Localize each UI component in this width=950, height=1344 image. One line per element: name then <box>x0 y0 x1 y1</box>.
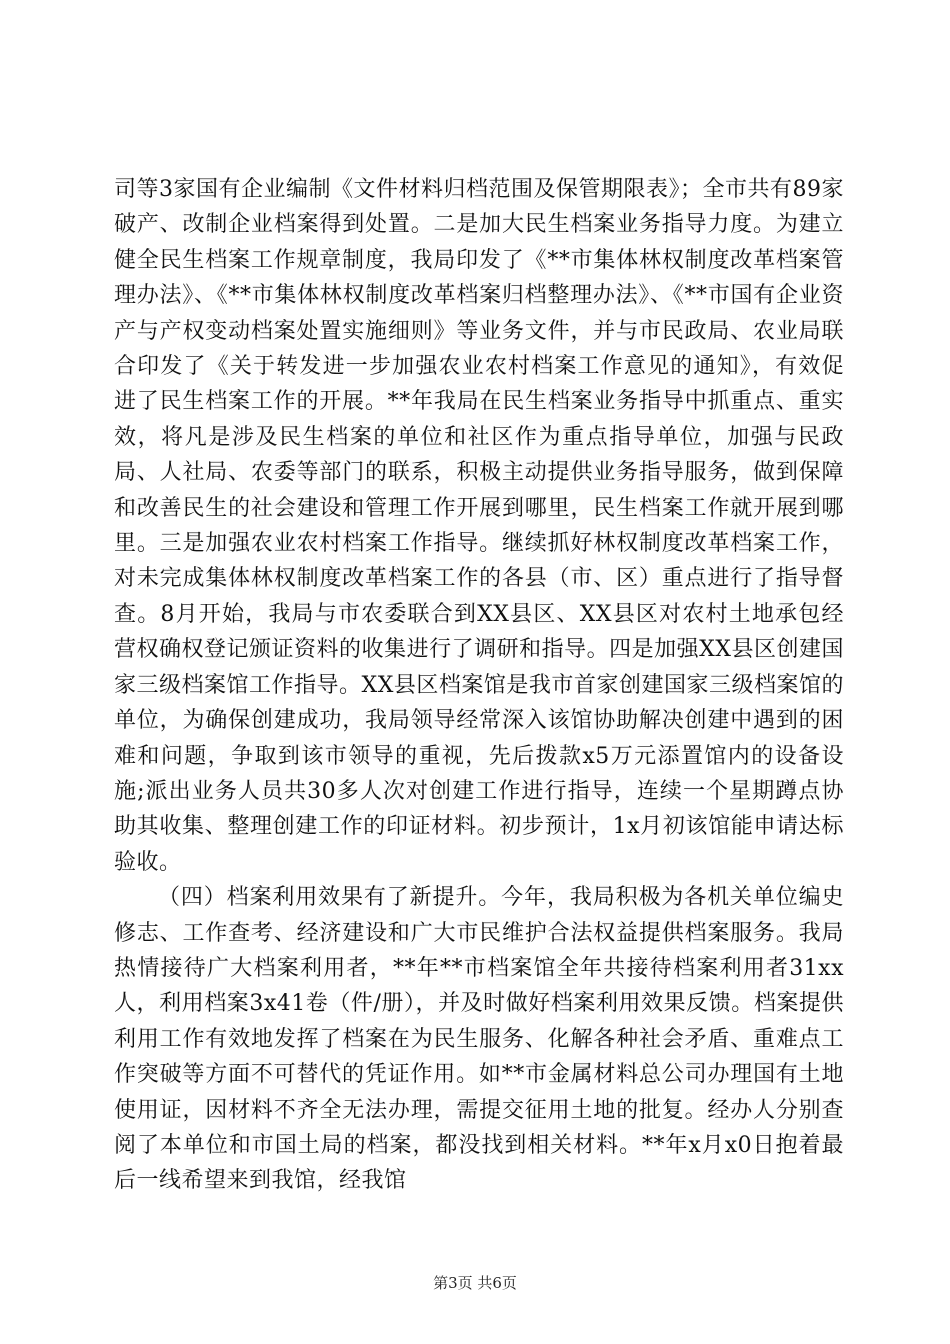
page-number: 第3页 共6页 <box>433 1274 517 1292</box>
paragraph-1: 司等3家国有企业编制《文件材料归档范围及保管期限表》；全市共有89家破产、改制企业档案得到处置。二是加大民生档案业务指导力度。为建立健全民生档案工作规章制度，我局印发了《**市集体林权制度改革档案管理办法》、《**市集体林权制度改革档案归档整理办法》、《**市国有企业资产与产权变动档案处置实施细则》等业务文件，并与市民政局、农业局联合印发了《关于转发进一步加强农业农村档案工作意见的通知》，有效促进了民生档案工作的开展。**年我局在民生档案业务指导中抓重点、重实效，将凡是涉及民生档案的单位和社区作为重点指导单位，加强与民政局、人社局、农委等部门的联系，积极主动提供业务指导服务，做到保障和改善民生的社会建设和管理工作开展到哪里，民生档案工作就开展到哪里。三是加强农业农村档案工作指导。继续抓好林权制度改革档案工作，对未完成集体林权制度改革档案工作的各县（市、区）重点进行了指导督查。8月开始，我局与市农委联合到XX县区、XX县区对农村土地承包经营权确权登记颁证资料的收集进行了调研和指导。四是加强XX县区创建国家三级档案馆工作指导。XX县区档案馆是我市首家创建国家三级档案馆的单位，为确保创建成功，我局领导经常深入该馆协助解决创建中遇到的困难和问题，争取到该市领导的重视，先后拨款x5万元添置馆内的设备设施;派出业务人员共30多人次对创建工作进行指导，连续一个星期蹲点协助其收集、整理创建工作的印证材料。初步预计，1x月初该馆能申请达标验收。 <box>114 177 844 875</box>
paragraph-2: （四）档案利用效果有了新提升。今年，我局积极为各机关单位编史修志、工作查考、经济建设和广大市民维护合法权益提供档案服务。我局热情接待广大档案利用者，**年**市档案馆全年共接待档案利用者31xx人，利用档案3x41卷（件/册），并及时做好档案利用效果反馈。档案提供利用工作有效地发挥了档案在为民生服务、化解各种社会矛盾、重难点工作突破等方面不可替代的凭证作用。如**市金属材料总公司办理国有土地使用证，因材料不齐全无法办理，需提交征用土地的批复。经办人分别查阅了本单位和市国土局的档案，都没找到相关材料。**年x月x0日抱着最后一线希望来到我馆，经我馆 <box>114 885 844 1194</box>
document-body <box>114 172 844 1199</box>
